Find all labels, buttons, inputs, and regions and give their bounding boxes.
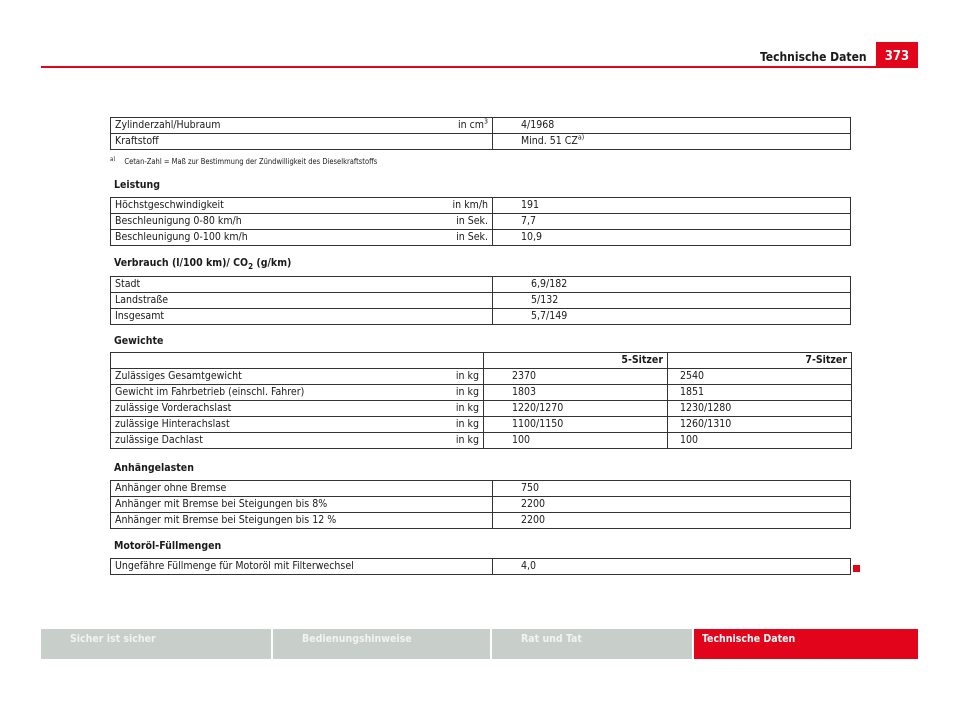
section-heading-motoroel: Motoröl-Füllmengen <box>114 540 222 552</box>
table-row <box>111 481 851 497</box>
table-row <box>111 230 851 246</box>
section-end-marker <box>853 565 860 572</box>
row-value-7-sitzer: 1260/1310 <box>668 417 852 433</box>
row-unit: in kg <box>455 386 479 398</box>
row-value-7-sitzer: 2540 <box>668 369 852 385</box>
row-value-5-sitzer: 1100/1150 <box>484 417 668 433</box>
row-label: zulässige Dachlast <box>115 434 203 446</box>
footnote <box>110 157 377 166</box>
table-row <box>111 513 851 529</box>
row-value: 4,0 <box>493 559 851 575</box>
row-label: zulässige Vorderachslast <box>115 402 232 414</box>
row-value-5-sitzer: 100 <box>484 433 668 449</box>
footnote-text: Cetan-Zahl = Maß zur Bestimmung der Zündwilligkeit des Dieselkraftstoffs <box>124 157 378 166</box>
row-value: 10,9 <box>493 230 851 246</box>
column-header-5-sitzer: 5-Sitzer <box>484 353 668 369</box>
row-label: Kraftstoff <box>111 134 493 150</box>
row-value-7-sitzer: 100 <box>668 433 852 449</box>
row-value: 6,9/182 <box>493 277 851 293</box>
row-value-7-sitzer: 1230/1280 <box>668 401 852 417</box>
row-label: Zulässiges Gesamtgewicht <box>115 370 242 382</box>
leistung-table <box>110 197 851 246</box>
row-value-7-sitzer: 1851 <box>668 385 852 401</box>
footnote-mark: a) <box>110 156 116 163</box>
footer-tab-rat-und-tat[interactable]: Rat und Tat <box>492 629 692 659</box>
table-row <box>111 497 851 513</box>
row-label: Ungefähre Füllmenge für Motoröl mit Filterwechsel <box>111 559 493 575</box>
footer-tab-technische-daten[interactable]: Technische Daten <box>694 629 918 659</box>
row-value: 2200 <box>493 497 851 513</box>
row-label: Anhänger mit Bremse bei Steigungen bis 8% <box>111 497 493 513</box>
row-unit: in Sek. <box>456 215 488 227</box>
row-label: Stadt <box>111 277 493 293</box>
section-heading-verbrauch: Verbrauch (l/100 km)/ $CO_2$ (g/km) <box>114 257 292 272</box>
row-label: Höchstgeschwindigkeit <box>115 199 224 211</box>
row-value: 5,7/149 <box>493 309 851 325</box>
page-header-title: Technische Daten <box>760 50 867 64</box>
row-value-5-sitzer: 1803 <box>484 385 668 401</box>
footer-tab-sicher-ist-sicher[interactable]: Sicher ist sicher <box>41 629 271 659</box>
table-row <box>111 559 851 575</box>
header-rule <box>41 66 918 68</box>
footer-tab-bedienungshinweise[interactable]: Bedienungshinweise <box>273 629 490 659</box>
row-label: Insgesamt <box>111 309 493 325</box>
section-heading-anhaengelasten: Anhängelasten <box>114 462 194 474</box>
table-row <box>111 369 852 385</box>
verbrauch-table <box>110 276 851 325</box>
table-row <box>111 433 852 449</box>
section-heading-gewichte: Gewichte <box>114 335 164 347</box>
row-value: Mind. 51 CZ <box>521 135 578 147</box>
footer-nav <box>41 629 918 659</box>
table-row <box>111 417 852 433</box>
row-unit: in km/h <box>452 199 488 211</box>
value-footnote-ref: a) <box>577 133 585 142</box>
table-row <box>111 385 852 401</box>
row-label: Beschleunigung 0-100 km/h <box>115 231 248 243</box>
table-row <box>111 134 851 150</box>
row-label: Zylinderzahl/Hubraum <box>115 119 221 131</box>
anhaengelasten-table <box>110 480 851 529</box>
row-unit: in kg <box>455 370 479 382</box>
table-row <box>111 293 851 309</box>
row-unit: in kg <box>455 434 479 446</box>
row-label: Anhänger mit Bremse bei Steigungen bis 12 % <box>111 513 493 529</box>
row-label: Landstraße <box>111 293 493 309</box>
table-row <box>111 198 851 214</box>
column-header-7-sitzer: 7-Sitzer <box>668 353 852 369</box>
row-value: 191 <box>493 198 851 214</box>
row-value-5-sitzer: 2370 <box>484 369 668 385</box>
row-label: zulässige Hinterachslast <box>115 418 230 430</box>
row-value-5-sitzer: 1220/1270 <box>484 401 668 417</box>
table-row <box>111 214 851 230</box>
row-label: Gewicht im Fahrbetrieb (einschl. Fahrer) <box>115 386 305 398</box>
table-row <box>111 277 851 293</box>
table-row <box>111 309 851 325</box>
table-row <box>111 118 851 134</box>
table-header-row <box>111 353 852 369</box>
row-label: Anhänger ohne Bremse <box>111 481 493 497</box>
page-number: 373 <box>876 42 918 68</box>
motoroel-table <box>110 558 851 575</box>
row-value: 4/1968 <box>493 118 851 134</box>
table-row <box>111 401 852 417</box>
row-value: 5/132 <box>493 293 851 309</box>
row-value: 7,7 <box>493 214 851 230</box>
unit-superscript: 3 <box>483 117 488 126</box>
row-label: Beschleunigung 0-80 km/h <box>115 215 242 227</box>
row-value: 750 <box>493 481 851 497</box>
gewichte-table <box>110 352 852 449</box>
row-unit: in Sek. <box>456 231 488 243</box>
engine-table <box>110 117 851 150</box>
row-value: 2200 <box>493 513 851 529</box>
row-unit: in cm <box>457 119 484 131</box>
row-unit: in kg <box>455 402 479 414</box>
section-heading-leistung: Leistung <box>114 179 161 191</box>
row-unit: in kg <box>455 418 479 430</box>
